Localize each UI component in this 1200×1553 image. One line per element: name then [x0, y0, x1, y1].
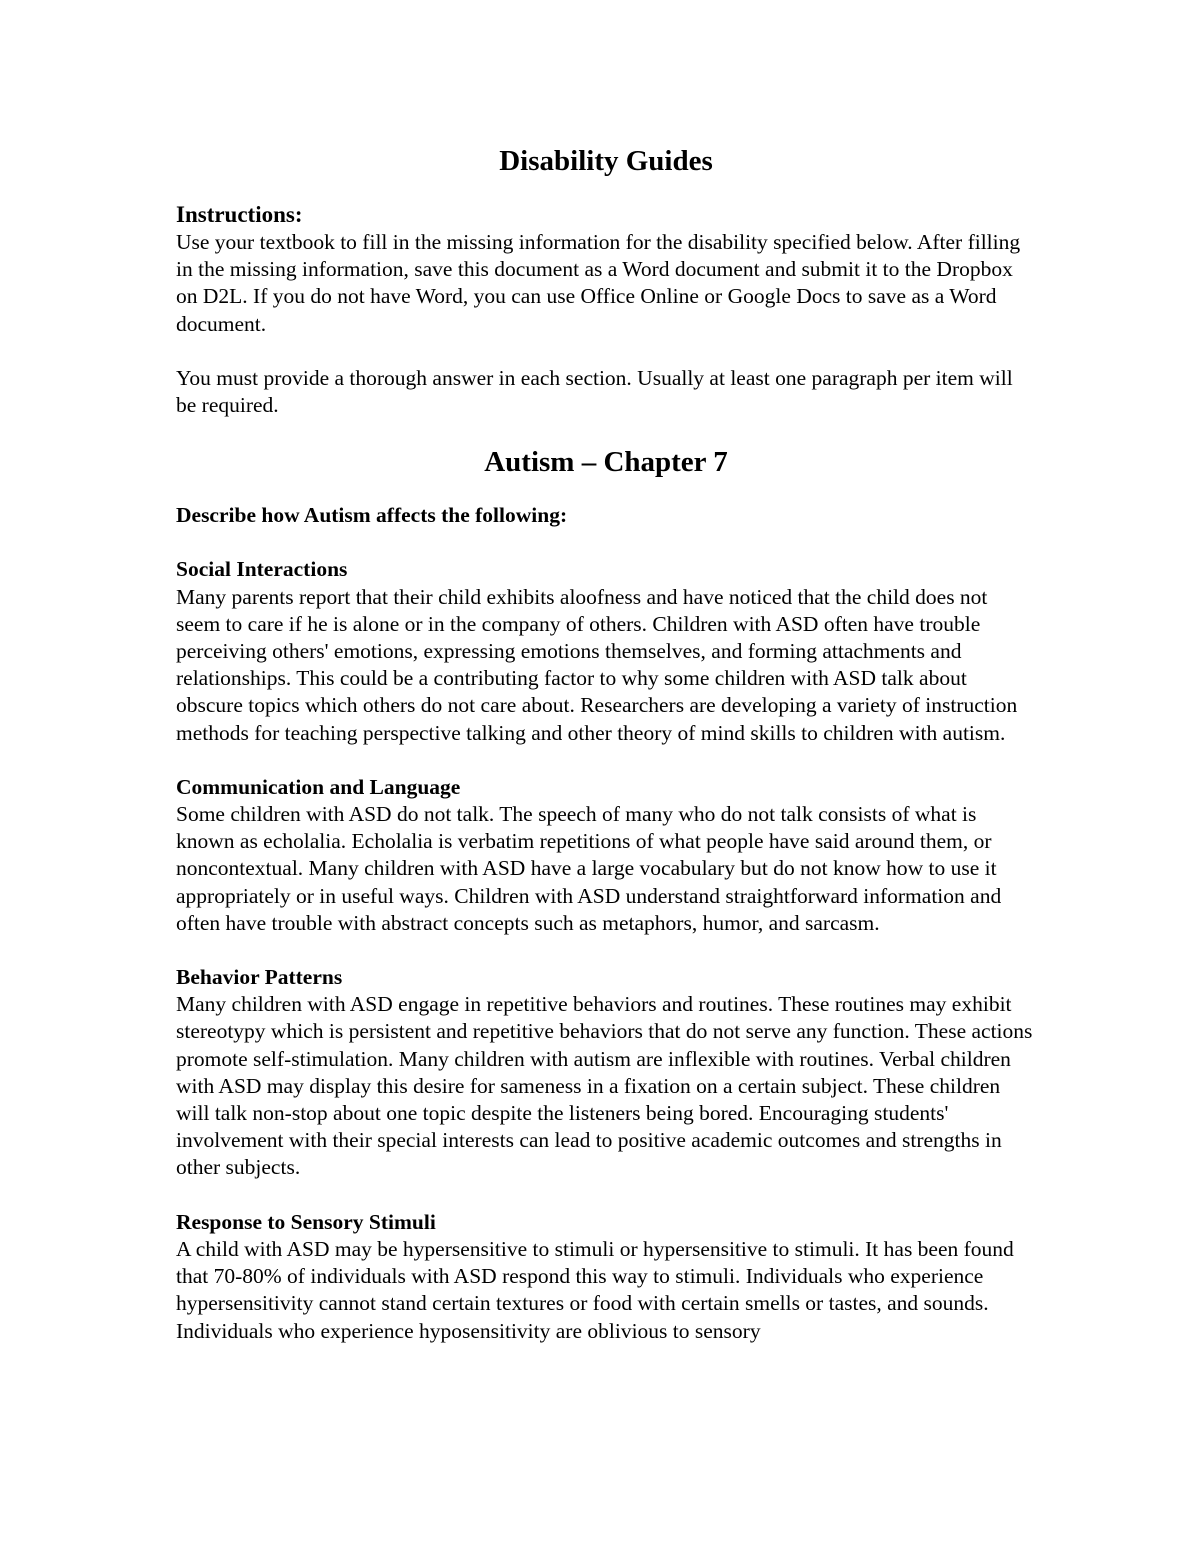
prompt-heading: Describe how Autism affects the following: — [176, 503, 568, 528]
instructions-paragraph-2: You must provide a thorough answer in each section. Usually at least one paragraph per item will be required. — [176, 365, 1013, 418]
section-response-to-sensory-stimuli — [176, 1209, 1036, 1345]
instructions-heading: Instructions: — [176, 202, 303, 227]
section-social-interactions — [176, 556, 1036, 746]
section-body: Many parents report that their child exhibits aloofness and have noticed that the child does not seem to care if he is alone or in the company of others. Children with ASD often have trouble perceiving others' emotions, expressing emotions themselves, and forming attachments and relationships. This could be a contributing factor to why some children with ASD talk about obscure topics which others do not care about. Researchers are developing a variety of instruction methods for teaching perspective talking and other theory of mind skills to children with autism. — [176, 584, 1018, 745]
section-heading: Behavior Patterns — [176, 965, 343, 990]
section-behavior-patterns — [176, 964, 1036, 1182]
instructions-paragraph-1: Use your textbook to fill in the missing information for the disability specified below. After filling in the missing information, save this document as a Word document and submit it to the Dropbox on D2L. If you do not have Word, you can use Office Online or Google Docs to save as a Word document. — [176, 230, 1021, 336]
chapter-title: Autism – Chapter 7 — [484, 446, 728, 479]
section-heading: Response to Sensory Stimuli — [176, 1209, 436, 1234]
document-title: Disability Guides — [499, 145, 713, 177]
section-body: A child with ASD may be hypersensitive to stimuli or hypersensitive to stimuli. It has been found that 70-80% of individuals with ASD respond this way to stimuli. Individuals who experience hypersensitivity cannot stand certain textures or food with certain smells or tastes, and sounds. Individuals who experience hyposensitivity are oblivious to sensory — [176, 1236, 1014, 1343]
section-body: Some children with ASD do not talk. The speech of many who do not talk consists of what is known as echolalia. Echolalia is verbatim repetitions of what people have said around them, or noncontextual. Many children with ASD have a large vocabulary but do not know how to use it appropriately or in useful ways. Children with ASD understand straightforward information and often have trouble with abstract concepts such as metaphors, humor, and sarcasm. — [176, 802, 1002, 935]
section-communication-and-language — [176, 774, 1036, 937]
paragraph-gap — [176, 529, 1036, 556]
section-body: Many children with ASD engage in repetitive behaviors and routines. These routines may exhibit stereotypy which is persistent and repetitive behaviors that do not serve any function. These actions promote self-stimulation. Many children with autism are inflexible with routines. Verbal children with ASD may display this desire for sameness in a fixation on a certain subject. These children will talk non-stop about one topic despite the listeners being bored. Encouraging students' involvement with their special interests can lead to positive academic outcomes and strengths in other subjects. — [176, 992, 1033, 1180]
section-heading: Social Interactions — [176, 557, 348, 582]
paragraph-gap — [176, 338, 1036, 365]
section-heading: Communication and Language — [176, 774, 461, 799]
document-content — [176, 142, 1036, 1372]
